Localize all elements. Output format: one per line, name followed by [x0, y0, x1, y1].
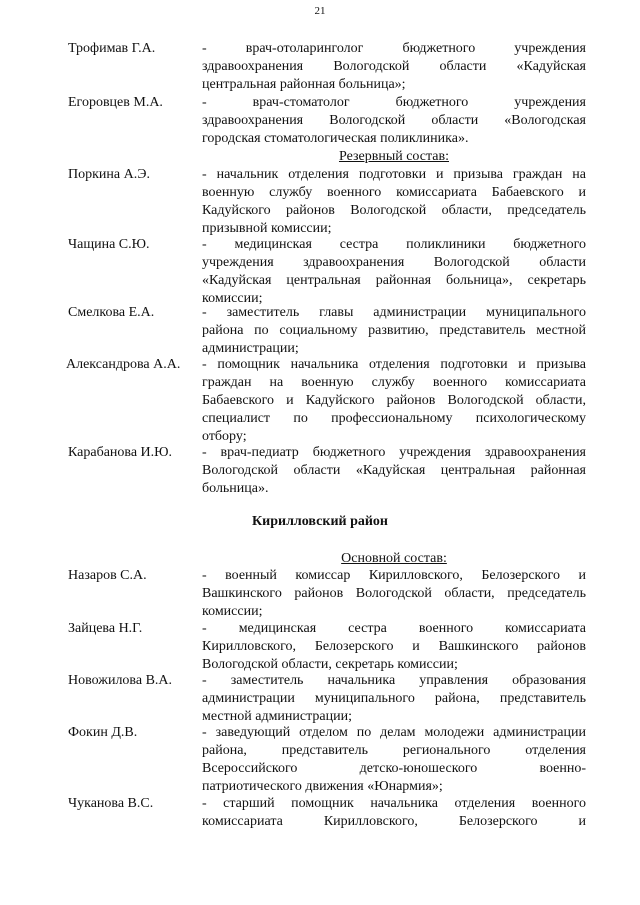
description-line: местной администрации;: [202, 709, 352, 724]
member-name: Трофимав Г.А.: [68, 41, 156, 56]
member-description: [202, 444, 586, 498]
member-description: [202, 795, 586, 831]
member-name: Назаров С.А.: [68, 568, 147, 583]
member-description: [202, 94, 586, 148]
description-line: военную службу военного комиссариата Бабаевского и: [202, 185, 586, 200]
description-line: здравоохранения Вологодской области «Вологодская: [202, 113, 586, 128]
member-description: [202, 40, 586, 94]
description-line: «Кадуйская центральная районная больница», секретарь: [202, 273, 586, 288]
description-line: Бабаевского и Кадуйского районов Вологодской области,: [202, 393, 586, 408]
member-description: [202, 620, 586, 674]
description-line: здравоохранения Вологодской области «Кадуйская: [202, 59, 586, 74]
main-caption: Основной состав:: [341, 551, 447, 566]
description-line: - заместитель главы администрации муниципального: [202, 305, 586, 320]
member-description: [202, 672, 586, 726]
description-line: отбору;: [202, 429, 247, 444]
description-line: центральная районная больница»;: [202, 77, 406, 92]
reserve-caption: Резервный состав:: [338, 149, 449, 164]
member-name: Чащина С.Ю.: [68, 237, 150, 252]
member-name: Фокин Д.В.: [68, 725, 138, 740]
member-description: [202, 236, 586, 308]
member-name: Смелкова Е.А.: [68, 305, 155, 320]
description-line: Вашкинского районов Вологодской области, председатель: [202, 586, 586, 601]
description-line: - врач-отоларинголог бюджетного учреждения: [202, 41, 586, 56]
description-line: - военный комиссар Кирилловского, Белозерского и: [202, 568, 586, 583]
member-description: [202, 724, 586, 796]
description-line: призывной комиссии;: [202, 221, 332, 236]
member-name: Александрова А.А.: [66, 357, 181, 372]
member-description: [202, 356, 586, 446]
description-line: администрации муниципального района, представитель: [202, 691, 586, 706]
member-name: Поркина А.Э.: [68, 167, 150, 182]
member-name: Егоровцев М.А.: [68, 95, 163, 110]
description-line: - заместитель начальника управления образования: [202, 673, 586, 688]
description-line: Кадуйского районов Вологодской области, председатель: [202, 203, 586, 218]
description-line: Кирилловского, Белозерского и Вашкинского районов: [202, 639, 586, 654]
description-line: больница».: [202, 481, 269, 496]
description-line: Вологодской области «Кадуйская центральная районная: [202, 463, 586, 478]
description-line: специалист по профессиональному психологическому: [202, 411, 586, 426]
member-description: [202, 166, 586, 238]
description-line: городская стоматологическая поликлиника».: [202, 131, 469, 146]
member-description: [202, 304, 586, 358]
page-number: 21: [314, 5, 326, 17]
description-line: - врач-стоматолог бюджетного учреждения: [202, 95, 586, 110]
description-line: комиссии;: [202, 604, 263, 619]
member-description: [202, 567, 586, 621]
description-line: комиссии;: [202, 291, 263, 306]
description-line: - помощник начальника отделения подготовки и призыва: [202, 357, 586, 372]
member-name: Карабанова И.Ю.: [68, 445, 173, 460]
description-line: граждан на военную службу военного комиссариата: [202, 375, 586, 390]
description-line: района по социальному развитию, представитель местной: [202, 323, 586, 338]
description-line: Всероссийского детско-юношеского военно-: [202, 761, 586, 776]
member-name: Чуканова В.С.: [68, 796, 154, 811]
description-line: - заведующий отделом по делам молодежи администрации: [202, 725, 586, 740]
description-line: - старший помощник начальника отделения военного: [202, 796, 586, 811]
description-line: - начальник отделения подготовки и призыва граждан на: [202, 167, 586, 182]
description-line: комиссариата Кирилловского, Белозерского и: [202, 814, 586, 829]
description-line: - медицинская сестра военного комиссариата: [202, 621, 586, 636]
member-name: Новожилова В.А.: [68, 673, 173, 688]
description-line: патриотического движения «Юнармия»;: [202, 779, 443, 794]
member-name: Зайцева Н.Г.: [68, 621, 143, 636]
description-line: - врач-педиатр бюджетного учреждения здравоохранения: [202, 445, 586, 460]
description-line: района, представитель регионального отделения: [202, 743, 586, 758]
description-line: Вологодской области, секретарь комиссии;: [202, 657, 458, 672]
district-title: Кирилловский район: [252, 514, 388, 529]
description-line: учреждения здравоохранения Вологодской области: [202, 255, 586, 270]
description-line: администрации;: [202, 341, 299, 356]
description-line: - медицинская сестра поликлиники бюджетного: [202, 237, 586, 252]
